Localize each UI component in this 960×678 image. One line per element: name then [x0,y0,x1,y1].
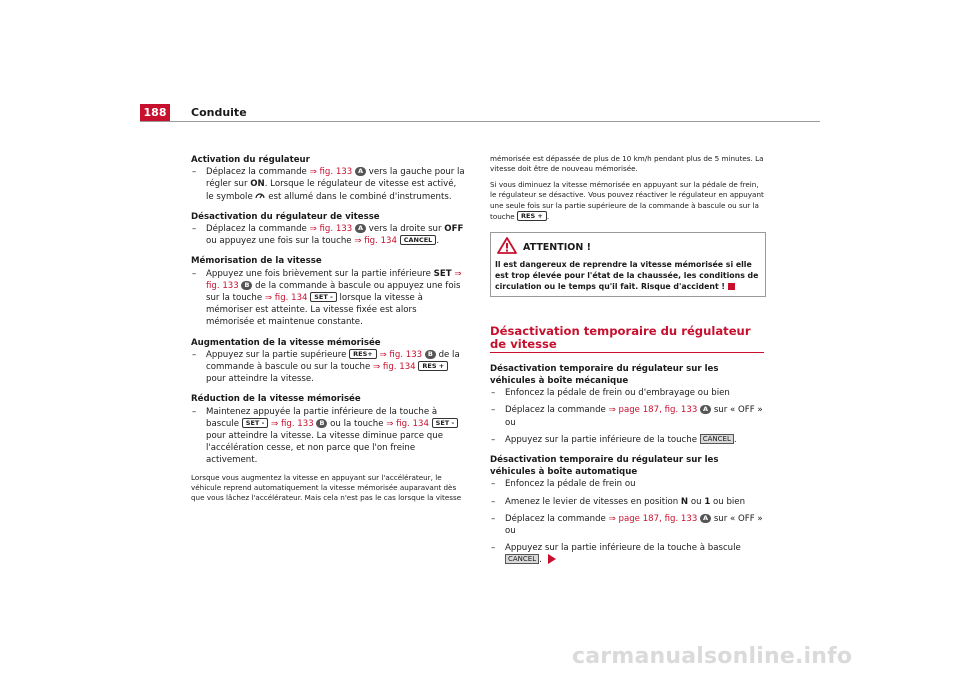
section-rule [490,352,764,353]
note-reactivate: Si vous diminuez la vitesse mémorisée en appuyant sur la pédale de frein, le régulateur se désactive. Vous pouvez réactiver le régulateur en appuyant une seule fois sur la partie supérieure de la commande à bascule ou sur la touche RES + . [490,179,764,222]
manual-heading: Désactivation temporaire du régulateur sur les véhicules à boîte mécanique [490,363,719,387]
res-key-badge: RES + [418,361,448,371]
control-key-badge: A [355,167,366,176]
deactivation-heading: Désactivation du régulateur de vitesse [191,211,380,222]
manual-step: – Appuyez sur la partie inférieure de la touche CANCEL . [491,434,737,445]
manual-step: – Déplacez la commande ⇒ page 187, fig. 133 A sur « OFF » ou [491,405,763,428]
watermark: carmanualsonline.info [572,644,853,669]
attention-heading: ATTENTION ! [491,233,765,257]
cancel-key-badge: CANCEL [400,235,437,245]
automatic-step: – Enfoncez la pédale de frein ou [491,479,636,490]
fig-link[interactable]: ⇒ fig. 133 [379,349,423,360]
automatic-heading: Désactivation temporaire du régulateur sur les véhicules à boîte automatique [490,455,719,478]
cancel-key-badge: CANCEL [505,554,539,564]
automatic-step: – Amenez le levier de vitesses en position N ou 1 ou bien [491,496,746,507]
page-number: 188 [140,104,170,122]
activation-step: – Déplacez la commande ⇒ fig. 133 A vers la gauche pour la régler sur ON. Lorsque le régulateur de vitesse est activé, le symbole est allumé dans le combiné d'instruments. [192,167,465,202]
set-key-badge: SET - [242,418,269,428]
cancel-key-badge: CANCEL [700,434,734,444]
left-column [191,154,466,504]
fig-link[interactable]: ⇒ fig. 133 [206,268,462,291]
control-key-badge: B [241,281,252,290]
header-rule [140,121,820,122]
set-key-badge: SET - [432,418,459,428]
increase-heading: Augmentation de la vitesse mémorisée [191,337,381,348]
note-text: Lorsque vous augmentez la vitesse en appuyant sur l'accélérateur, le véhicule reprend automatiquement la vitesse mémorisée auparavant dès que vous lâchez l'accélérateur. Mais cela n'est pas le cas lorsque la vitesse [191,472,462,503]
fig-link[interactable]: ⇒ fig. 133 [271,418,314,429]
manual-step: – Enfoncez la pédale de frein ou d'embrayage ou bien [491,388,730,399]
fig-link[interactable]: ⇒ fig. 134 [354,236,397,247]
warning-triangle-icon [497,237,517,254]
increase-step: – Appuyez sur la partie supérieure RES+ ⇒ fig. 133 B de la commande à bascule ou sur la touche ⇒ fig. 134 RES + pour atteindre la vitesse. [192,349,460,385]
page-header-title: Conduite [191,106,247,119]
control-key-badge: B [316,419,327,428]
continue-arrow-icon [548,554,556,564]
control-key-badge: A [700,514,711,523]
activation-heading: Activation du régulateur [191,155,310,165]
set-key-badge: SET - [310,292,337,302]
res-key-badge: RES + [517,211,547,221]
memorize-heading: Mémorisation de la vitesse [191,256,322,267]
fig-link[interactable]: ⇒ fig. 134 [386,418,429,429]
memorize-step: – Appuyez une fois brièvement sur la partie inférieure SET ⇒ fig. 133 B de la commande à bascule ou appuyez une fois sur la touche ⇒ fig. 134 SET - lorsque la vitesse à mémoriser est atteinte. La vitesse fixée est alors mémorisée et maintenue constante. [192,268,462,328]
end-square-icon [728,283,735,290]
page-link[interactable]: ⇒ page 187, fig. 133 [608,513,698,524]
reduce-step: – Maintenez appuyée la partie inférieure de la touche à bascule SET - ⇒ fig. 133 B ou la touche ⇒ fig. 134 SET - pour atteindre la vitesse. La vitesse diminue parce que l'accélération cesse, et non parce que l'on freine activement. [191,406,466,467]
control-key-badge: A [700,405,711,414]
fig-link[interactable]: ⇒ fig. 133 [309,167,353,178]
page-link[interactable]: ⇒ page 187, fig. 133 [608,405,698,416]
fig-link[interactable]: ⇒ fig. 133 [309,224,353,235]
automatic-step: – Appuyez sur la partie inférieure de la touche à bascule CANCEL . [491,543,741,566]
res-key-badge: RES+ [349,349,377,359]
control-key-badge: A [355,224,366,233]
automatic-step: – Déplacez la commande ⇒ page 187, fig. 133 A sur « OFF » ou [491,513,763,537]
section-title: Désactivation temporaire du régulateur de vitesse [490,324,751,351]
reduce-heading: Réduction de la vitesse mémorisée [191,394,361,405]
fig-link[interactable]: ⇒ fig. 134 [372,362,416,373]
cruise-control-lamp-icon [255,191,265,200]
right-column [490,154,766,567]
attention-text: Il est dangereux de reprendre la vitesse mémorisée si elle est trop élevée pour l'état de la chaussée, les conditions de circulation ou le temps qu'il fait. Risque d'accident ! [495,260,759,292]
control-key-badge: B [425,350,436,359]
fig-link[interactable]: ⇒ fig. 134 [264,293,308,304]
note-continuation: mémorisée est dépassée de plus de 10 km/h pendant plus de 5 minutes. La vitesse doit être de nouveau mémorisée. [490,154,764,174]
deactivation-step: – Déplacez la commande ⇒ fig. 133 A vers la droite sur OFF ou appuyez une fois sur la touche ⇒ fig. 134 CANCEL . [192,224,464,247]
attention-box [490,232,766,297]
